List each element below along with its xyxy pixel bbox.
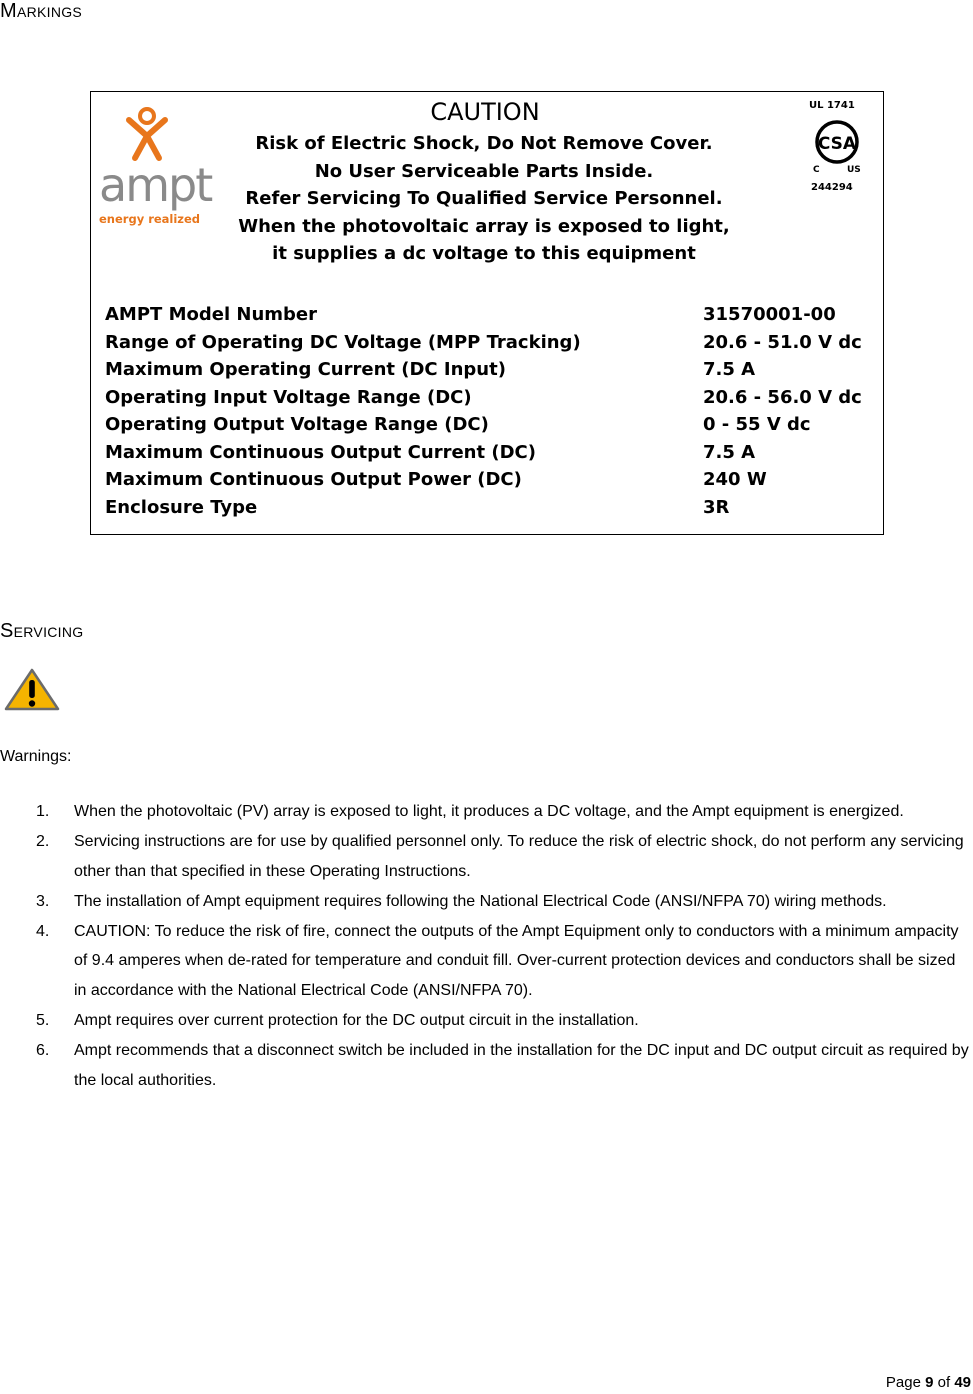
csa-mark-left: C [813,165,820,175]
caution-line: Refer Servicing To Qualified Service Personnel. [245,188,723,209]
caution-line: it supplies a dc voltage to this equipment [272,243,696,264]
page-word: Page [885,1374,921,1391]
spec-row [105,304,875,332]
page-footer [886,1374,971,1391]
caution-title: CAUTION [430,98,540,126]
warnings-list [0,797,973,1096]
spec-value: 20.6 - 56.0 V dc [703,386,862,408]
spec-row [105,332,875,360]
spec-row [105,414,875,442]
list-item [0,797,973,826]
certification-mark [799,96,869,196]
page-current: 9 [925,1374,934,1391]
list-text: When the photovoltaic (PV) array is exposed to light, it produces a DC voltage, and the Ampt equipment is energized. [74,803,904,820]
spec-value: 0 - 55 V dc [703,414,811,435]
logo-wordmark: ampt [99,158,212,212]
list-number: 1. [36,803,50,820]
list-text: Ampt requires over current protection for the DC output circuit in the installation. [74,1012,639,1030]
list-number: 5. [36,1012,50,1030]
spec-name: Enclosure Type [105,496,258,518]
spec-value: 240 W [703,469,767,490]
caution-text [211,130,757,268]
page-total: 49 [954,1374,971,1391]
spec-name: Operating Output Voltage Range (DC) [105,414,489,435]
list-item [0,887,973,916]
spec-name: Maximum Continuous Output Power (DC) [105,469,522,490]
spec-value: 7.5 A [703,359,756,380]
csa-mark-right: US [847,165,861,175]
list-text: The installation of Ampt equipment requires following the National Electrical Code (ANSI/NFPA 70) wiring methods. [74,892,887,910]
list-number: 6. [36,1042,50,1060]
csa-mark-letters: CSA [817,134,857,154]
logo-tagline: energy realized [99,212,201,226]
of-word: of [937,1374,951,1391]
list-number: 3. [36,892,50,910]
warning-triangle-icon [4,668,60,712]
spec-row [105,387,875,415]
csa-mark-icon [809,114,865,178]
list-text: Ampt recommends that a disconnect switch be included in the installation for the DC input and DC output circuit as required by the local authorities. [74,1042,969,1089]
spec-name: AMPT Model Number [105,304,317,325]
spec-row [105,442,875,470]
spec-row [105,469,875,497]
list-text: Servicing instructions are for use by qualified personnel only. To reduce the risk of electric shock, do not perform any servicing other than that specified in these Operating Instructions. [74,833,964,880]
spec-table [105,304,875,524]
spec-name: Maximum Operating Current (DC Input) [105,359,506,380]
caution-line: When the photovoltaic array is exposed to light, [238,215,730,237]
list-item [0,1006,973,1035]
list-number: 2. [36,833,50,851]
warnings-label: Warnings: [0,748,72,765]
ul-standard: UL 1741 [809,100,855,111]
spec-row [105,359,875,387]
markings-heading: Markings [0,0,83,22]
spec-value: 3R [703,496,730,518]
list-item [0,1036,973,1095]
spec-value: 7.5 A [703,441,756,463]
list-item [0,827,973,886]
spec-name: Maximum Continuous Output Current (DC) [105,441,536,463]
list-text: CAUTION: To reduce the risk of fire, connect the outputs of the Ampt Equipment only to conductors with a minimum ampacity of 9.4 amperes when de-rated for temperature and conduit fill. Over-current protection devices and conductors shall be sized in accordance with the National Electrical Code (ANSI/NFPA 70). [74,923,959,999]
certification-number: 244294 [811,182,853,193]
spec-name: Range of Operating DC Voltage (MPP Tracking) [105,331,581,353]
spec-name: Operating Input Voltage Range (DC) [105,386,472,408]
spec-value: 31570001-00 [703,304,836,325]
spec-row [105,497,875,525]
spec-value: 20.6 - 51.0 V dc [703,331,862,353]
caution-line: Risk of Electric Shock, Do Not Remove Cover. [255,133,713,154]
servicing-heading: Servicing [0,620,84,642]
list-number: 4. [36,923,50,941]
caution-line: No User Serviceable Parts Inside. [314,160,654,182]
equipment-label [90,91,884,535]
list-item [0,917,973,1005]
